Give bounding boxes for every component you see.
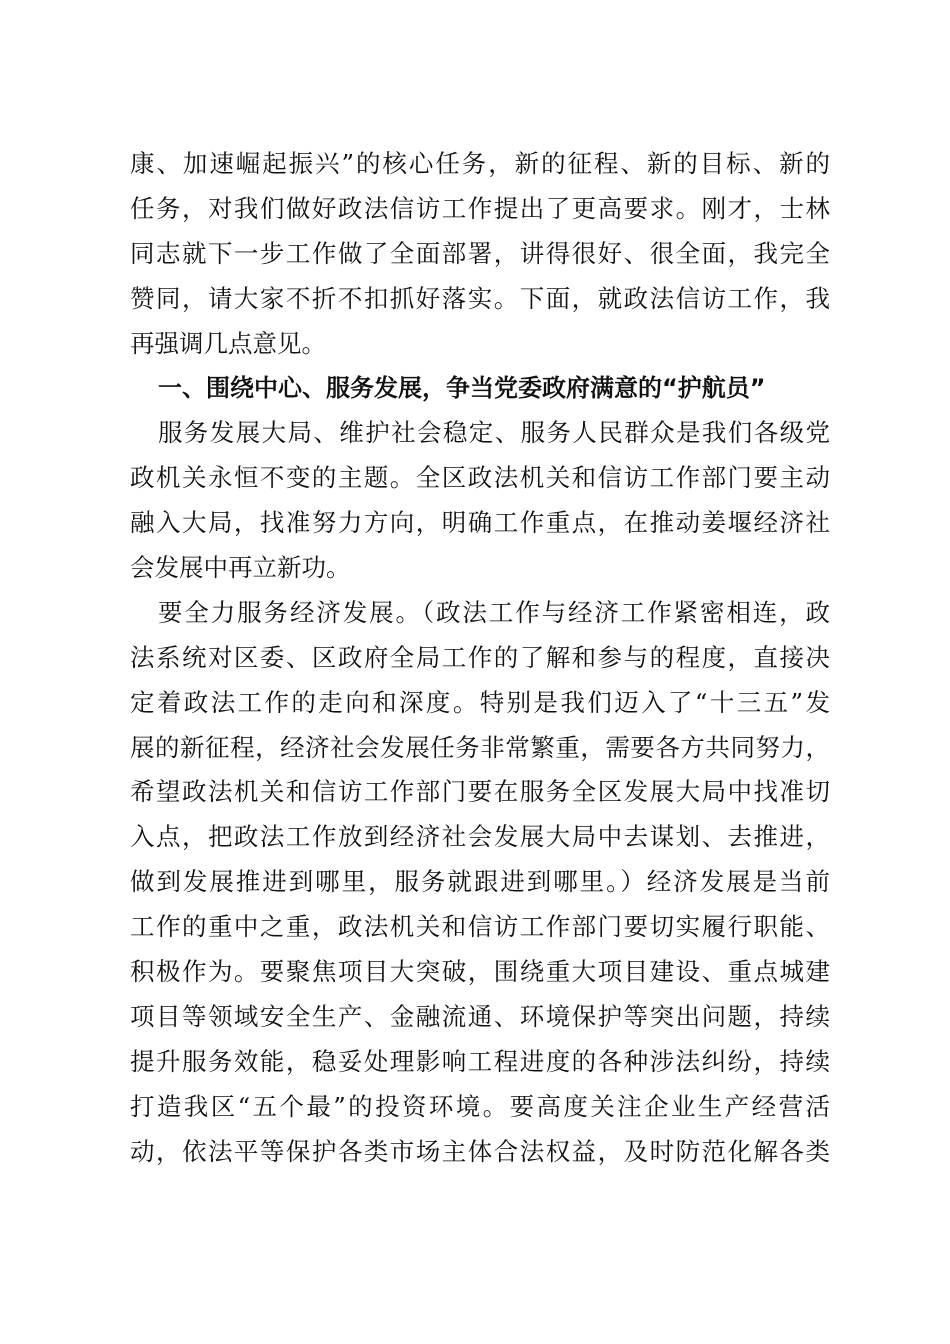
text-line: 融入大局，找准努力方向，明确工作重点，在推动姜堰经济社: [130, 508, 830, 538]
text-line: 服务发展大局、维护社会稳定、服务人民群众是我们各级党: [158, 418, 830, 448]
text-line: 定着政法工作的走向和深度。特别是我们迈入了“十三五”发: [130, 687, 830, 717]
text-line: 做到发展推进到哪里，服务就跟进到哪里。）经济发展是当前: [130, 867, 830, 897]
text-line: 动，依法平等保护各类市场主体合法权益，及时防范化解各类: [130, 1136, 830, 1166]
text-line: 政机关永恒不变的主题。全区政法机关和信访工作部门要主动: [130, 463, 830, 493]
text-line: 同志就下一步工作做了全面部署，讲得很好、很全面，我完全: [130, 238, 830, 268]
text-line: 赞同，请大家不折不扣抓好落实。下面，就政法信访工作，我: [130, 283, 830, 313]
text-line: 任务，对我们做好政法信访工作提出了更高要求。刚才，士林: [130, 193, 830, 223]
text-line: 希望政法机关和信访工作部门要在服务全区发展大局中找准切: [130, 777, 830, 807]
text-line: 康、加速崛起振兴”的核心任务，新的征程、新的目标、新的: [130, 149, 830, 178]
section-heading: 一、围绕中心、服务发展，争当党委政府满意的“护航员”: [158, 374, 766, 403]
text-line: 再强调几点意见。: [130, 328, 326, 358]
text-line: 打造我区“五个最”的投资环境。要高度关注企业生产经营活: [130, 1091, 830, 1121]
text-line: 项目等领域安全生产、金融流通、环境保护等突出问题，持续: [130, 1001, 830, 1031]
text-line: 入点，把政法工作放到经济社会发展大局中去谋划、去推进，: [130, 822, 830, 852]
text-line: 要全力服务经济发展。（政法工作与经济工作紧密相连，政: [158, 597, 830, 627]
text-line: 会发展中再立新功。: [130, 553, 351, 583]
text-line: 法系统对区委、区政府全局工作的了解和参与的程度，直接决: [130, 642, 830, 672]
document-body: [130, 142, 830, 1174]
text-line: 工作的重中之重，政法机关和信访工作部门要切实履行职能、: [130, 912, 830, 942]
text-line: 提升服务效能，稳妥处理影响工程进度的各种涉法纠纷，持续: [130, 1046, 830, 1076]
text-line: 展的新征程，经济社会发展任务非常繁重，需要各方共同努力，: [130, 732, 830, 762]
text-line: 积极作为。要聚焦项目大突破，围绕重大项目建设、重点城建: [130, 957, 830, 987]
